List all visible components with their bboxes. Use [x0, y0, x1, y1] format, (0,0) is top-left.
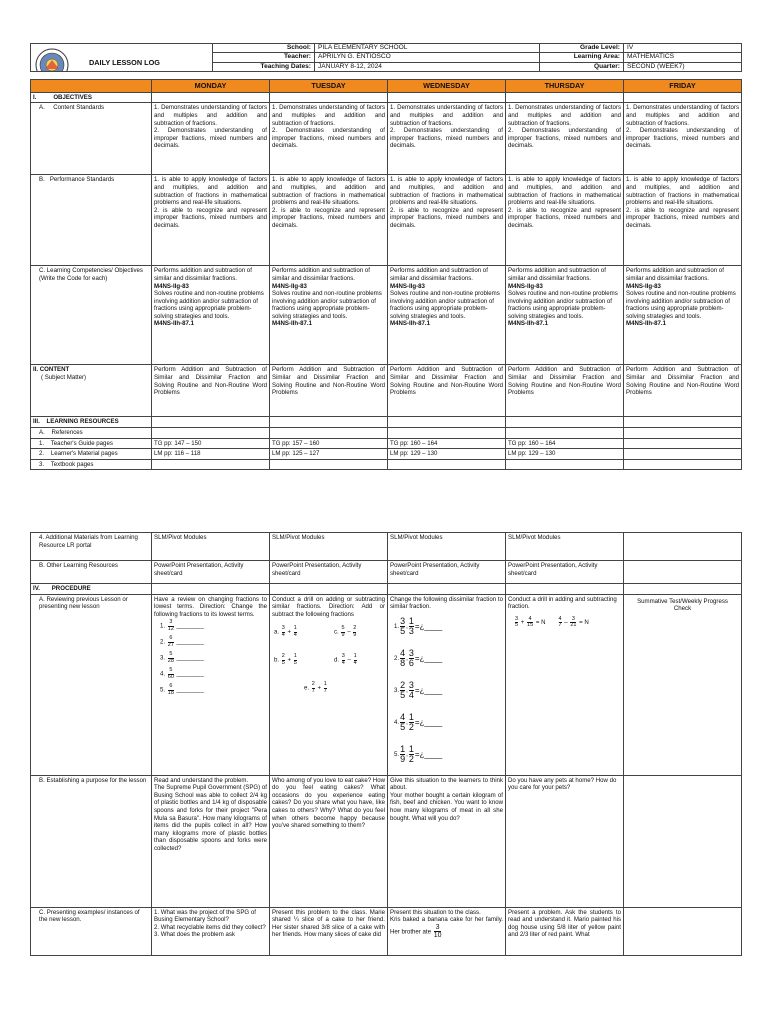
fraction: $\frac{2}{5}$ — [281, 653, 285, 666]
content-standards-wednesday: 1. Demonstrates understanding of factors and multiples and addition and subtraction of fractions. 2. Demonstrates understanding of improper fractions, mixed numbers and decimals. — [388, 103, 506, 175]
lm-wednesday: LM pp: 129 – 130 — [388, 449, 506, 460]
purpose-label: B. Establishing a purpose for the lesson — [31, 775, 152, 907]
thursday-equation: $\frac{3}{5}$ + $\frac{4}{15}$ = N — [515, 615, 546, 629]
references-row — [31, 427, 742, 438]
presenting-tuesday: Present this problem to the class. Marie shared ¼ slice of a cake to her friend. Her sister shared 3/8 slice of a cake with her friends. How many slices of cake did — [270, 907, 388, 955]
competencies-label: C. Learning Competencies/ Objectives (Write the Code for each) — [31, 266, 152, 365]
similar-fraction-item: 4. 4 5 , $\frac{1}{2}$ =¿____ — [394, 711, 443, 733]
content-sub-label: ( Subject Matter) — [41, 373, 87, 381]
teacher-label: Teacher: — [213, 53, 315, 62]
fraction: $\frac{1}{5}$ — [293, 653, 297, 666]
fraction: $\frac{3}{5}$ — [515, 615, 519, 629]
procedure-heading: IV. PROCEDURE — [31, 584, 152, 595]
fraction: $\frac{1}{2}$ — [408, 743, 414, 765]
add-friday — [624, 533, 742, 561]
fraction: $\frac{2}{7}$ — [311, 681, 315, 694]
other-friday — [624, 561, 742, 584]
area-label: Learning Area: — [540, 53, 624, 62]
tg-tuesday: TG pp: 157 – 160 — [270, 438, 388, 449]
fraction: $\frac{5}{60}$ — [167, 667, 174, 680]
resources-heading: III. LEARNING RESOURCES — [31, 417, 152, 428]
performance-wednesday: 1. is able to apply knowledge of factors and multiples, and addition and subtraction of fractions in mathematical problems and real-life situations. 2. is able to recognize and represent improper fractions, mixed numbers and decimals. — [388, 175, 506, 266]
add-monday: SLM/Pivot Modules — [152, 533, 270, 561]
lm-label: 2. Learner's Material pages — [31, 449, 152, 460]
lm-tuesday: LM pp: 125 – 127 — [270, 449, 388, 460]
drill-item: a. $\frac{3}{4}$ + $\frac{1}{4}$ — [274, 625, 297, 638]
review-friday: Summative Test/Weekly Progress Check — [624, 594, 742, 775]
fraction: 4 8 — [400, 647, 406, 669]
drill-item: e. $\frac{2}{7}$ + $\frac{1}{7}$ — [304, 681, 327, 694]
content-wednesday: Perform Addition and Subtraction of Similar and Dissimilar Fraction and Solving Routine and Non-Routine Word Problems — [388, 365, 506, 417]
fraction: $\frac{3}{4}$ — [281, 625, 285, 638]
performance-standards-label: B. Performance Standards — [31, 175, 152, 266]
fraction: 1 9 — [400, 743, 406, 765]
content-row — [31, 365, 742, 417]
thursday-equation: $\frac{4}{7}$ – $\frac{3}{21}$ = N — [558, 615, 589, 629]
day-wednesday: WEDNESDAY — [388, 80, 506, 93]
content-standards-label: A. Content Standards — [31, 103, 152, 175]
fraction: $\frac{1}{4}$ — [353, 653, 357, 666]
content-tuesday: Perform Addition and Subtraction of Similar and Dissimilar Fraction and Solving Routine and Non-Routine Word Problems — [270, 365, 388, 417]
other-tuesday: PowerPoint Presentation, Activity sheet/card — [270, 561, 388, 584]
review-tuesday: Conduct a drill on adding or subtracting similar fractions. Direction: Add or subtract the following fractions a. $\frac{3}{4}$ + $\frac{1}{4}$ c. $\frac{5}{9}$ – $\frac{2}{9}$ b. $\frac{2}{5}$ + $\frac{1}{5}$ d. $\frac{3}{4}$ – $\frac{1}{4}$ e. $\frac{2}{7}$ + $\frac{1}{7}$ — [270, 594, 388, 775]
purpose-row — [31, 775, 742, 907]
presenting-label: C. Presenting examples/ instances of the new lesson. — [31, 907, 152, 955]
add-thursday: SLM/Pivot Modules — [506, 533, 624, 561]
competencies-thursday: Performs addition and subtraction of similar and dissimilar fractions. M4NS-IIg-83 Solves routine and non-routine problems involving addition and/or subtraction of fractions using appropriate problem-solving strategies and tools. M4NS-IIh-87.1 — [506, 266, 624, 365]
other-resources-row — [31, 561, 742, 584]
resources-heading-row — [31, 417, 742, 428]
tg-monday: TG pp: 147 – 150 — [152, 438, 270, 449]
presenting-friday — [624, 907, 742, 955]
fraction: $\frac{6}{18}$ — [167, 683, 174, 696]
content-monday: Perform Addition and Subtraction of Similar and Dissimilar Fraction and Solving Routine and Non-Routine Word Problems — [152, 365, 270, 417]
fraction: 3 5 — [400, 615, 406, 637]
deped-seal-icon — [35, 48, 69, 72]
performance-tuesday: 1. is able to apply knowledge of factors and multiples, and addition and subtraction of fractions in mathematical problems and real-life situations. 2. is able to recognize and represent improper fractions, mixed numbers and decimals. — [270, 175, 388, 266]
purpose-monday: Read and understand the problem. The Supreme Pupil Government (SPG) of Busing School was able to collect 2/4 kg of plastic bottles and 1/4 kg of disposable spoons and forks for their project "Pera Mula sa Basura". How many kilograms of items did the pupils collect in all? How many kilograms more of plastic bottles than disposable spoons and forks were collected? — [152, 775, 270, 907]
drill-item: c. $\frac{5}{9}$ – $\frac{2}{9}$ — [334, 625, 357, 638]
lowest-terms-item: 1. $\frac{3}{12}$ ________ — [160, 619, 204, 632]
school-value: PILA ELEMENTARY SCHOOL — [315, 44, 540, 53]
lowest-terms-item: 5. $\frac{6}{18}$ ________ — [160, 683, 204, 696]
lm-friday — [624, 449, 742, 460]
day-friday: FRIDAY — [624, 80, 742, 93]
fraction: 4 5 — [400, 711, 406, 733]
tg-wednesday: TG pp: 160 – 164 — [388, 438, 506, 449]
similar-fraction-item: 1. 3 5 , $\frac{1}{3}$ =¿____ — [394, 615, 443, 637]
content-label-cell — [31, 365, 152, 417]
competencies-friday: Performs addition and subtraction of similar and dissimilar fractions. M4NS-IIg-83 Solves routine and non-routine problems involving addition and/or subtraction of fractions using appropriate problem-solving strategies and tools. M4NS-IIh-87.1 — [624, 266, 742, 365]
objectives-heading: I. OBJECTIVES — [31, 92, 152, 103]
presenting-wednesday: Present this situation to the class. Kris baked a banana cake for her family. Her brother ate $\frac{3}{10}$ — [388, 907, 506, 955]
purpose-tuesday: Who among of you love to eat cake? How do you feel eating cakes? What occasions do you experience eating cakes? Do you share what you have, like cakes to others? Why? What do you feel when others become happy because you've shared something to them? — [270, 775, 388, 907]
fraction: $\frac{2}{9}$ — [353, 625, 357, 638]
content-label: II. CONTENT — [33, 366, 70, 374]
add-tuesday: SLM/Pivot Modules — [270, 533, 388, 561]
day-tuesday: TUESDAY — [270, 80, 388, 93]
fraction: 2 5 — [400, 679, 406, 701]
school-label: School: — [213, 44, 315, 53]
lm-row — [31, 449, 742, 460]
textbook-label: 3. Textbook pages — [31, 459, 152, 470]
fraction: $\frac{5}{28}$ — [167, 651, 174, 664]
competencies-tuesday: Performs addition and subtraction of similar and dissimilar fractions. M4NS-IIg-83 Solves routine and non-routine problems involving addition and/or subtraction of fractions using appropriate problem-solving strategies and tools. M4NS-IIh-87.1 — [270, 266, 388, 365]
references-label: A. References — [31, 427, 152, 438]
presenting-monday: 1. What was the project of the SPG of Busing Elementary School? 2. What recyclable items did they collect? 3. What does the problem ask — [152, 907, 270, 955]
quarter-value: SECOND (WEEK7) — [624, 62, 742, 71]
content-standards-monday: 1. Demonstrates understanding of factors and multiples and addition and subtraction of fractions. 2. Demonstrates understanding of improper fractions, mixed numbers and decimals. — [152, 103, 270, 175]
purpose-friday — [624, 775, 742, 907]
content-standards-row — [31, 103, 742, 175]
quarter-label: Quarter: — [540, 62, 624, 71]
similar-fraction-item: 2. 4 8 , $\frac{3}{6}$ =¿____ — [394, 647, 443, 669]
review-monday-items — [154, 620, 267, 700]
other-wednesday: PowerPoint Presentation, Activity sheet/card — [388, 561, 506, 584]
procedure-heading-row — [31, 584, 742, 595]
area-value: MATHEMATICS — [624, 53, 742, 62]
review-thursday: Conduct a drill in adding and subtracting fraction. $\frac{3}{5}$ + $\frac{4}{15}$ = N $\frac{4}{7}$ – $\frac{3}{21}$ = N — [506, 594, 624, 775]
content-standards-friday: 1. Demonstrates understanding of factors and multiples and addition and subtraction of fractions. 2. Demonstrates understanding of improper fractions, mixed numbers and decimals. — [624, 103, 742, 175]
review-label: A. Reviewing previous Lesson or presenting new lesson — [31, 594, 152, 775]
tg-row — [31, 438, 742, 449]
review-thursday-items — [508, 617, 621, 629]
textbook-row — [31, 459, 742, 470]
presenting-row — [31, 907, 742, 955]
log-title: DAILY LESSON LOG — [89, 58, 160, 67]
header-table — [30, 43, 742, 72]
other-resources-label: B. Other Learning Resources — [31, 561, 152, 584]
lowest-terms-item: 3. $\frac{5}{28}$ ________ — [160, 651, 204, 664]
page-two — [30, 532, 741, 956]
additional-materials-row — [31, 533, 742, 561]
content-thursday: Perform Addition and Subtraction of Similar and Dissimilar Fraction and Solving Routine and Non-Routine Word Problems — [506, 365, 624, 417]
review-wednesday-items — [390, 611, 503, 771]
tg-friday — [624, 438, 742, 449]
lowest-terms-item: 4. $\frac{5}{60}$ ________ — [160, 667, 204, 680]
content-standards-thursday: 1. Demonstrates understanding of factors and multiples and addition and subtraction of fractions. 2. Demonstrates understanding of improper fractions, mixed numbers and decimals. — [506, 103, 624, 175]
review-monday: Have a review on changing fractions to lowest terms. Direction: Change the following fractions to its lowest terms. 1. $\frac{3}{12}$ ________ 2. $\frac{6}{27}$ ________ 3. $\frac{5}{28}$ ________ 4. $\frac{5}{60}$ ________ 5. $\frac{6}{18}$ ________ — [152, 594, 270, 775]
tg-thursday: TG pp: 160 – 164 — [506, 438, 624, 449]
purpose-thursday: Do you have any pets at home? How do you care for your pets? — [506, 775, 624, 907]
fraction: $\frac{1}{3}$ — [408, 615, 414, 637]
page-one — [30, 43, 741, 470]
review-tuesday-items — [272, 620, 385, 700]
fraction: $\frac{1}{7}$ — [323, 681, 327, 694]
other-monday: PowerPoint Presentation, Activity sheet/card — [152, 561, 270, 584]
competencies-wednesday: Performs addition and subtraction of similar and dissimilar fractions. M4NS-IIg-83 Solves routine and non-routine problems involving addition and/or subtraction of fractions using appropriate problem-solving strategies and tools. M4NS-IIh-87.1 — [388, 266, 506, 365]
objectives-heading-row — [31, 92, 742, 103]
fraction: $\frac{6}{27}$ — [167, 635, 174, 648]
day-thursday: THURSDAY — [506, 80, 624, 93]
fraction: $\frac{1}{2}$ — [408, 711, 414, 733]
lesson-table-page2 — [30, 532, 742, 956]
fraction: $\frac{1}{4}$ — [293, 625, 297, 638]
drill-item: d. $\frac{3}{4}$ – $\frac{1}{4}$ — [334, 653, 357, 666]
performance-standards-row — [31, 175, 742, 266]
content-standards-tuesday: 1. Demonstrates understanding of factors and multiples and addition and subtraction of fractions. 2. Demonstrates understanding of improper fractions, mixed numbers and decimals. — [270, 103, 388, 175]
fraction: $\frac{4}{7}$ — [558, 615, 562, 629]
lesson-table-page1 — [30, 79, 742, 470]
fraction: $\frac{4}{15}$ — [527, 615, 534, 629]
competencies-monday: Performs addition and subtraction of similar and dissimilar fractions. M4NS-IIg-83 Solves routine and non-routine problems involving addition and/or subtraction of fractions using appropriate problem-solving strategies and tools. M4NS-IIh-87.1 — [152, 266, 270, 365]
lm-thursday: LM pp: 129 – 130 — [506, 449, 624, 460]
fraction: $\frac{3}{12}$ — [167, 619, 174, 632]
lowest-terms-item: 2. $\frac{6}{27}$ ________ — [160, 635, 204, 648]
grade-label: Grade Level: — [540, 44, 624, 53]
performance-thursday: 1. is able to apply knowledge of factors and multiples, and addition and subtraction of fractions in mathematical problems and real-life situations. 2. is able to recognize and represent improper fractions, mixed numbers and decimals. — [506, 175, 624, 266]
similar-fraction-item: 5. 1 9 , $\frac{1}{2}$ =¿____ — [394, 743, 443, 765]
additional-materials-label: 4. Additional Materials from Learning Resource LR portal — [31, 533, 152, 561]
header-logo-cell — [31, 44, 213, 72]
performance-friday: 1. is able to apply knowledge of factors and multiples, and addition and subtraction of fractions in mathematical problems and real-life situations. 2. is able to recognize and represent improper fractions, mixed numbers and decimals. — [624, 175, 742, 266]
review-wednesday: Change the following dissimilar fraction to similar fraction. 1. 3 5 , $\frac{1}{3}$ =¿____ 2. 4 8 , $\frac{3}{6}$ =¿____ 3. 2 5 , $\frac{3}{4}$ =¿____ 4. 4 5 , $\frac{1}{2}$ =¿____ 5. 1 9 , $\frac{1}{2}$ =¿____ — [388, 594, 506, 775]
performance-monday: 1. is able to apply knowledge of factors and multiples, and addition and subtraction of fractions in mathematical problems and real-life situations. 2. is able to recognize and represent improper fractions, mixed numbers and decimals. — [152, 175, 270, 266]
fraction: $\frac{5}{9}$ — [341, 625, 345, 638]
drill-item: b. $\frac{2}{5}$ + $\frac{1}{5}$ — [274, 653, 297, 666]
teacher-value: APRILYN G. ENTIOSCO — [315, 53, 540, 62]
competencies-row — [31, 266, 742, 365]
lm-monday: LM pp: 116 – 118 — [152, 449, 270, 460]
fraction: $\frac{3}{4}$ — [341, 653, 345, 666]
purpose-wednesday: Give this situation to the learners to think about. Your mother bought a certain kilogram of fish, beef and chicken. You want to know how many kilograms of meat in all she bought. What will you do? — [388, 775, 506, 907]
day-header-row — [31, 80, 742, 93]
fraction: $\frac{3}{21}$ — [570, 615, 577, 629]
fraction: $\frac{3}{4}$ — [408, 679, 414, 701]
tg-label: 1. Teacher's Guide pages — [31, 438, 152, 449]
dates-label: Teaching Dates: — [213, 62, 315, 71]
brother-fraction: $\frac{3}{10}$ — [433, 923, 442, 940]
similar-fraction-item: 3. 2 5 , $\frac{3}{4}$ =¿____ — [394, 679, 443, 701]
review-row — [31, 594, 742, 775]
content-friday: Perform Addition and Subtraction of Similar and Dissimilar Fraction and Solving Routine and Non-Routine Word Problems — [624, 365, 742, 417]
add-wednesday: SLM/Pivot Modules — [388, 533, 506, 561]
dates-value: JANUARY 8-12, 2024 — [315, 62, 540, 71]
presenting-thursday: Present a problem. Ask the students to read and understand it. Mario painted his dog house using 5/8 liter of yellow paint and 2/3 liter of red paint. What — [506, 907, 624, 955]
fraction: $\frac{3}{6}$ — [408, 647, 414, 669]
other-thursday: PowerPoint Presentation, Activity sheet/card — [506, 561, 624, 584]
grade-value: IV — [624, 44, 742, 53]
day-monday: MONDAY — [152, 80, 270, 93]
